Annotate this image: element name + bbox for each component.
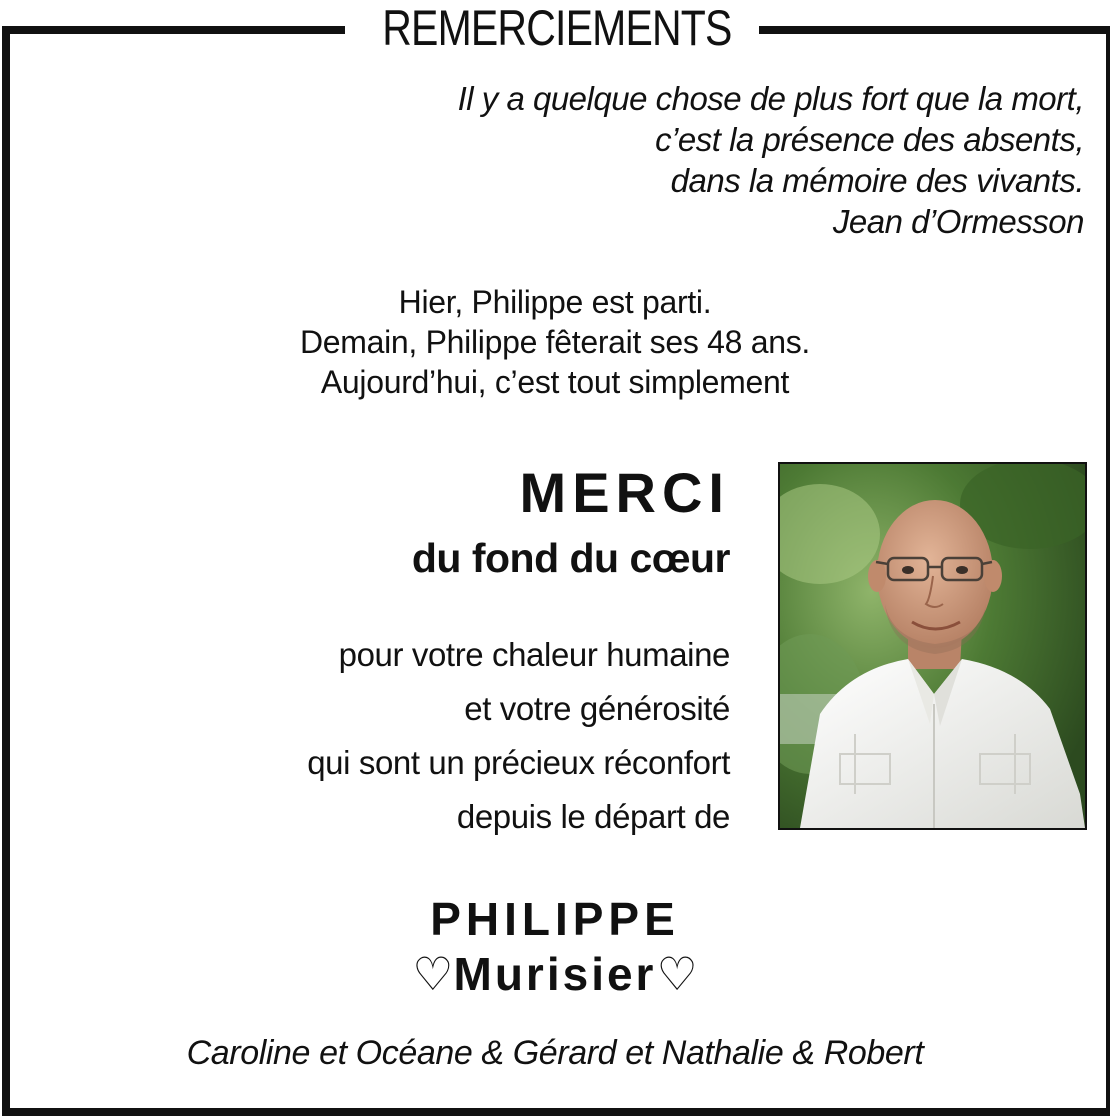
intro-line: Aujourd’hui, c’est tout simplement <box>320 364 790 400</box>
thanks-line: pour votre chaleur humaine <box>338 636 730 673</box>
merci-subheading: du fond du cœur <box>411 535 730 581</box>
deceased-last-name: Murisier <box>453 948 657 1000</box>
heart-outline-icon: ♡ <box>412 948 454 1000</box>
thanks-line: et votre générosité <box>464 690 730 727</box>
intro-line: Demain, Philippe fêterait ses 48 ans. <box>299 324 811 360</box>
deceased-last-name-line <box>305 946 805 1002</box>
portrait-illustration <box>780 464 1085 828</box>
thanks-block <box>307 628 730 844</box>
quote-author: Jean d’Ormesson <box>832 203 1084 240</box>
heart-outline-icon: ♡ <box>656 948 698 1000</box>
family-signatures: Caroline et Océane & Gérard et Nathalie & Robert <box>186 1034 924 1072</box>
intro-block <box>200 282 910 402</box>
quote-line: dans la mémoire des vivants. <box>670 162 1084 199</box>
thanks-line: depuis le départ de <box>456 798 730 835</box>
thanks-line: qui sont un précieux réconfort <box>307 744 730 781</box>
page-title: REMERCIEMENTS <box>382 0 732 56</box>
quote-line: c’est la présence des absents, <box>655 121 1084 158</box>
portrait-photo <box>778 462 1087 830</box>
intro-line: Hier, Philippe est parti. <box>398 284 712 320</box>
quote-line: Il y a quelque chose de plus fort que la mort, <box>457 80 1084 117</box>
merci-heading: MERCI <box>519 461 730 524</box>
deceased-first-name: PHILIPPE <box>430 893 680 945</box>
quote-block <box>364 78 1084 242</box>
